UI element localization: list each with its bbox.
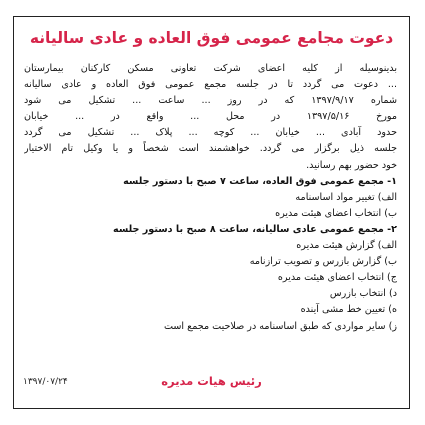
notice-title: دعوت مجامع عمومی فوق العاده و عادی سالیانه: [29, 29, 394, 47]
agenda-item: ز) سایر مواردی که طبق اساسنامه در صلاحیت مجمع است: [163, 320, 397, 332]
notice-frame: [13, 16, 410, 409]
agenda-item: الف) تغییر مواد اساسنامه: [295, 191, 397, 203]
notice-line: حدود آبادی ... خیابان ... کوچه ... پلاک ... تشکیل می گردد: [24, 127, 397, 139]
agenda-heading-ordinary: ۲- مجمع عمومی عادی سالیانه، ساعت ۸ صبح با دستور جلسه: [113, 223, 397, 235]
notice-line: بدینوسیله از کلیه اعضای شرکت تعاونی مسکن کارکنان بیمارستان: [24, 63, 397, 74]
agenda-item: ه) تعیین خط مشی آینده: [300, 304, 397, 316]
signature: رئیس هیات مدیره: [161, 374, 262, 388]
agenda-item: ج) انتخاب اعضای هیئت مدیره: [277, 272, 397, 284]
notice-line: شماره ۱۳۹۷/۹/۱۷ که در روز ... ساعت ... تشکیل می شود: [24, 95, 397, 107]
agenda-item: د) انتخاب بازرس: [329, 288, 397, 300]
notice-line: مورخ ۱۳۹۷/۵/۱۶ در محل ... واقع در ... خیابان: [24, 111, 397, 123]
notice-line: جلسه ذیل برگزار می گردد. خواهشمند است شخصاً و یا وکیل تام الاختیار: [24, 143, 397, 155]
agenda-heading-extraordinary: ۱- مجمع عمومی فوق العاده، ساعت ۷ صبح با دستور جلسه: [123, 175, 397, 187]
notice-code: ۱۳۹۷/۰۷/۲۴: [23, 377, 68, 387]
agenda-item: ب) گزارش بازرس و تصویب ترازنامه: [249, 256, 397, 268]
notice-line: ... دعوت می گردد تا در جلسه مجمع عمومی فوق العاده و عادی سالیانه: [24, 79, 397, 91]
agenda-item: ب) انتخاب اعضای هیئت مدیره: [275, 207, 397, 219]
notice-body: [24, 61, 397, 335]
agenda-item: الف) گزارش هیئت مدیره: [296, 240, 397, 252]
notice-line: خود حضور بهم رسانید.: [306, 159, 397, 171]
